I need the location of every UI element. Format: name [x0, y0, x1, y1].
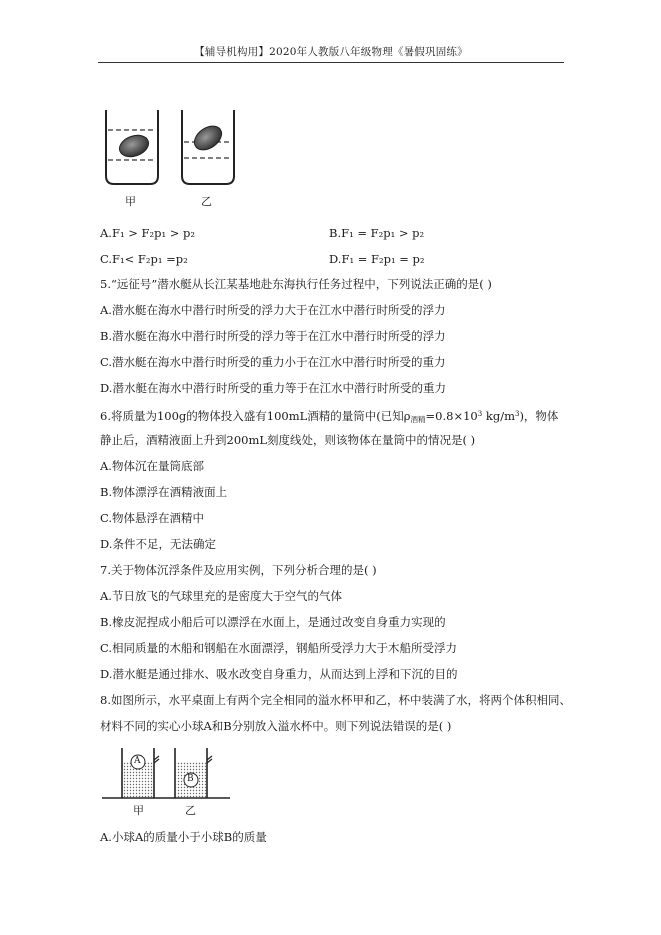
q8-stem-line1: 8.如图所示，水平桌面上有两个完全相同的溢水杯甲和乙，杯中装满了水，将两个体积相同、	[100, 693, 571, 707]
q5-option-a: A.潜水艇在海水中潜行时所受的浮力大于在江水中潜行时所受的浮力	[100, 303, 446, 317]
figure1-label-left: 甲	[125, 195, 136, 208]
figure-beakers-1	[104, 108, 244, 190]
q6-option-b: B.物体漂浮在酒精液面上	[100, 485, 228, 499]
q7-option-c: C.相同质量的木船和钢船在水面漂浮，钢船所受浮力大于木船所受浮力	[100, 641, 458, 655]
q6-option-d: D.条件不足，无法确定	[100, 537, 216, 551]
q6-option-c: C.物体悬浮在酒精中	[100, 511, 205, 525]
page-header: 【辅导机构用】2020年人教版八年级物理《暑假巩固练》	[194, 46, 468, 58]
header-rule	[98, 62, 564, 63]
ball-b-label: B	[187, 774, 194, 784]
figure-overflow-cups	[102, 744, 232, 804]
figure2-label-left: 甲	[133, 804, 144, 817]
q4-option-d: D.F₁ = F₂p₁ = p₂	[329, 252, 425, 266]
q4-option-b: B.F₁ = F₂p₁ > p₂	[329, 226, 425, 240]
q4-option-c: C.F₁< F₂p₁ =p₂	[100, 252, 188, 266]
q6-stem-line2: 静止后，酒精液面上升到200mL刻度线处，则该物体在量筒中的情况是( )	[100, 433, 476, 447]
q4-option-a: A.F₁ > F₂p₁ > p₂	[100, 226, 195, 240]
q5-stem: 5.“远征号”潜水艇从长江某基地赴东海执行任务过程中，下列说法正确的是( )	[100, 277, 492, 291]
q7-option-a: A.节日放飞的气球里充的是密度大于空气的气体	[100, 589, 342, 603]
q8-option-a: A.小球A的质量小于小球B的质量	[100, 830, 267, 844]
q6-stem-line1: 6.将质量为100g的物体投入盛有100mL酒精的量筒中(已知$\rho_{酒精}=0.8\times 10^3$ $kg/m^3$)，物体	[100, 409, 559, 424]
q7-option-b: B.橡皮泥捏成小船后可以漂浮在水面上，是通过改变自身重力实现的	[100, 615, 446, 629]
figure2-label-right: 乙	[185, 804, 196, 817]
q7-stem: 7.关于物体沉浮条件及应用实例，下列分析合理的是( )	[100, 563, 377, 577]
q5-option-b: B.潜水艇在海水中潜行时所受的浮力等于在江水中潜行时所受的浮力	[100, 329, 446, 343]
q5-option-d: D.潜水艇在海水中潜行时所受的重力等于在江水中潜行时所受的重力	[100, 381, 446, 395]
q8-stem-line2: 材料不同的实心小球A和B分别放入溢水杯中。则下列说法错误的是( )	[100, 719, 452, 733]
ball-a-label: A	[134, 756, 141, 766]
q5-option-c: C.潜水艇在海水中潜行时所受的重力小于在江水中潜行时所受的重力	[100, 355, 446, 369]
q7-option-d: D.潜水艇是通过排水、吸水改变自身重力，从而达到上浮和下沉的目的	[100, 667, 458, 681]
figure1-label-right: 乙	[201, 195, 212, 208]
q6-option-a: A.物体沉在量筒底部	[100, 459, 204, 473]
